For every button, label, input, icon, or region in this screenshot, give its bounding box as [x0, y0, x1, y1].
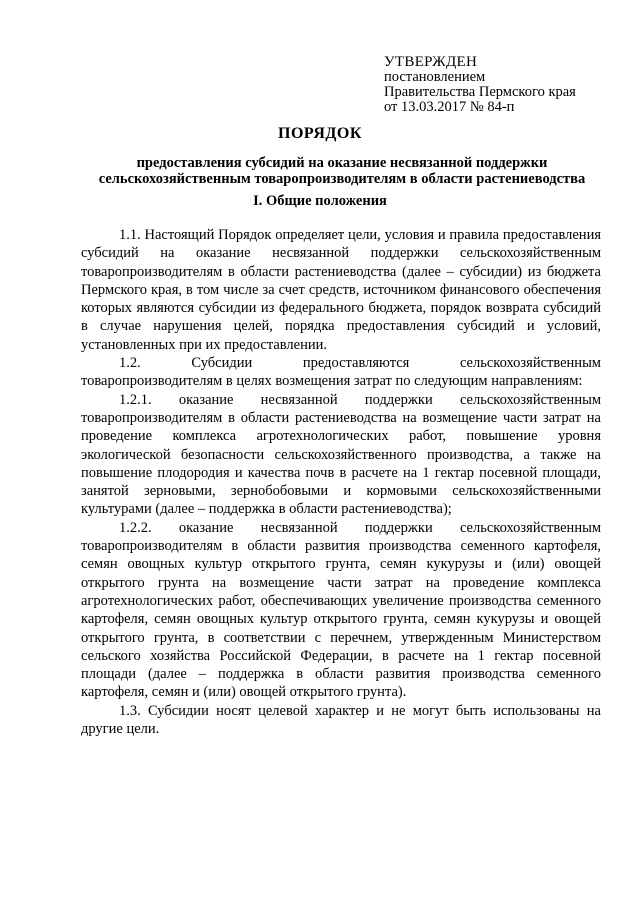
approval-title: УТВЕРЖДЕН	[384, 54, 478, 70]
paragraph-1-3: 1.3. Субсидии носят целевой характер и не могут быть использованы на другие цели.	[81, 702, 601, 738]
paragraph-1-2-2: 1.2.2. оказание несвязанной поддержки сельскохозяйственным товаропроизводителям в области развития производства семенного картофеля, семян овощных культур открытого грунта, семян кукурузы и (или) овощей открытого грунта на возмещение части затрат на проведение комплекса агротехнологических работ, обеспечивающих увеличение производства семенного картофеля, семян овощных культур открытого грунта, семян кукурузы и овощей открытого грунта, в соответствии с перечнем, утвержденным Министерством сельского хозяйства Российской Федерации, в расчете на 1 гектар посевной площади (далее – поддержка в области развития производства семенного картофеля, семян и (или) овощей открытого грунта).	[81, 519, 601, 701]
document-title: ПОРЯДОК	[278, 125, 362, 142]
approval-stamp	[384, 55, 624, 115]
document-body	[81, 226, 601, 738]
document-subtitle: предоставления субсидий на оказание несвязанной поддержки сельскохозяйственным товаропроизводителям в области растениеводства	[98, 155, 586, 187]
paragraph-1-2: 1.2. Субсидии предоставляются сельскохозяйственным товаропроизводителям в целях возмещения затрат по следующим направлениям:	[81, 355, 601, 390]
paragraph-1-1: 1.1. Настоящий Порядок определяет цели, условия и правила предоставления субсидий на оказание несвязанной поддержки сельскохозяйственным товаропроизводителям в области растениеводства (далее – субсидии) из бюджета Пермского края, в том числе за счет средств, источником финансового обеспечения которых являются субсидии из федерального бюджета, порядок возврата субсидий в случае нарушения целей, порядка предоставления субсидий и условий, установленных при их предоставлении.	[81, 227, 601, 353]
paragraph-1-2-1: 1.2.1. оказание несвязанной поддержки сельскохозяйственным товаропроизводителям в области растениеводства на возмещение части затрат на проведение комплекса агротехнологических работ, повышение уровня экологической безопасности сельскохозяйственного производства, а также на повышение плодородия и качества почв в расчете на 1 гектар посевной площади, занятой зерновыми, зернобобовыми и кормовыми сельскохозяйственными культурами (далее – поддержка в области растениеводства);	[81, 391, 601, 518]
approval-date-number: от 13.03.2017 № 84-п	[384, 99, 515, 115]
approval-authority: Правительства Пермского края	[384, 84, 576, 100]
approval-resolution: постановлением	[384, 69, 486, 85]
section-heading: I. Общие положения	[253, 193, 387, 209]
